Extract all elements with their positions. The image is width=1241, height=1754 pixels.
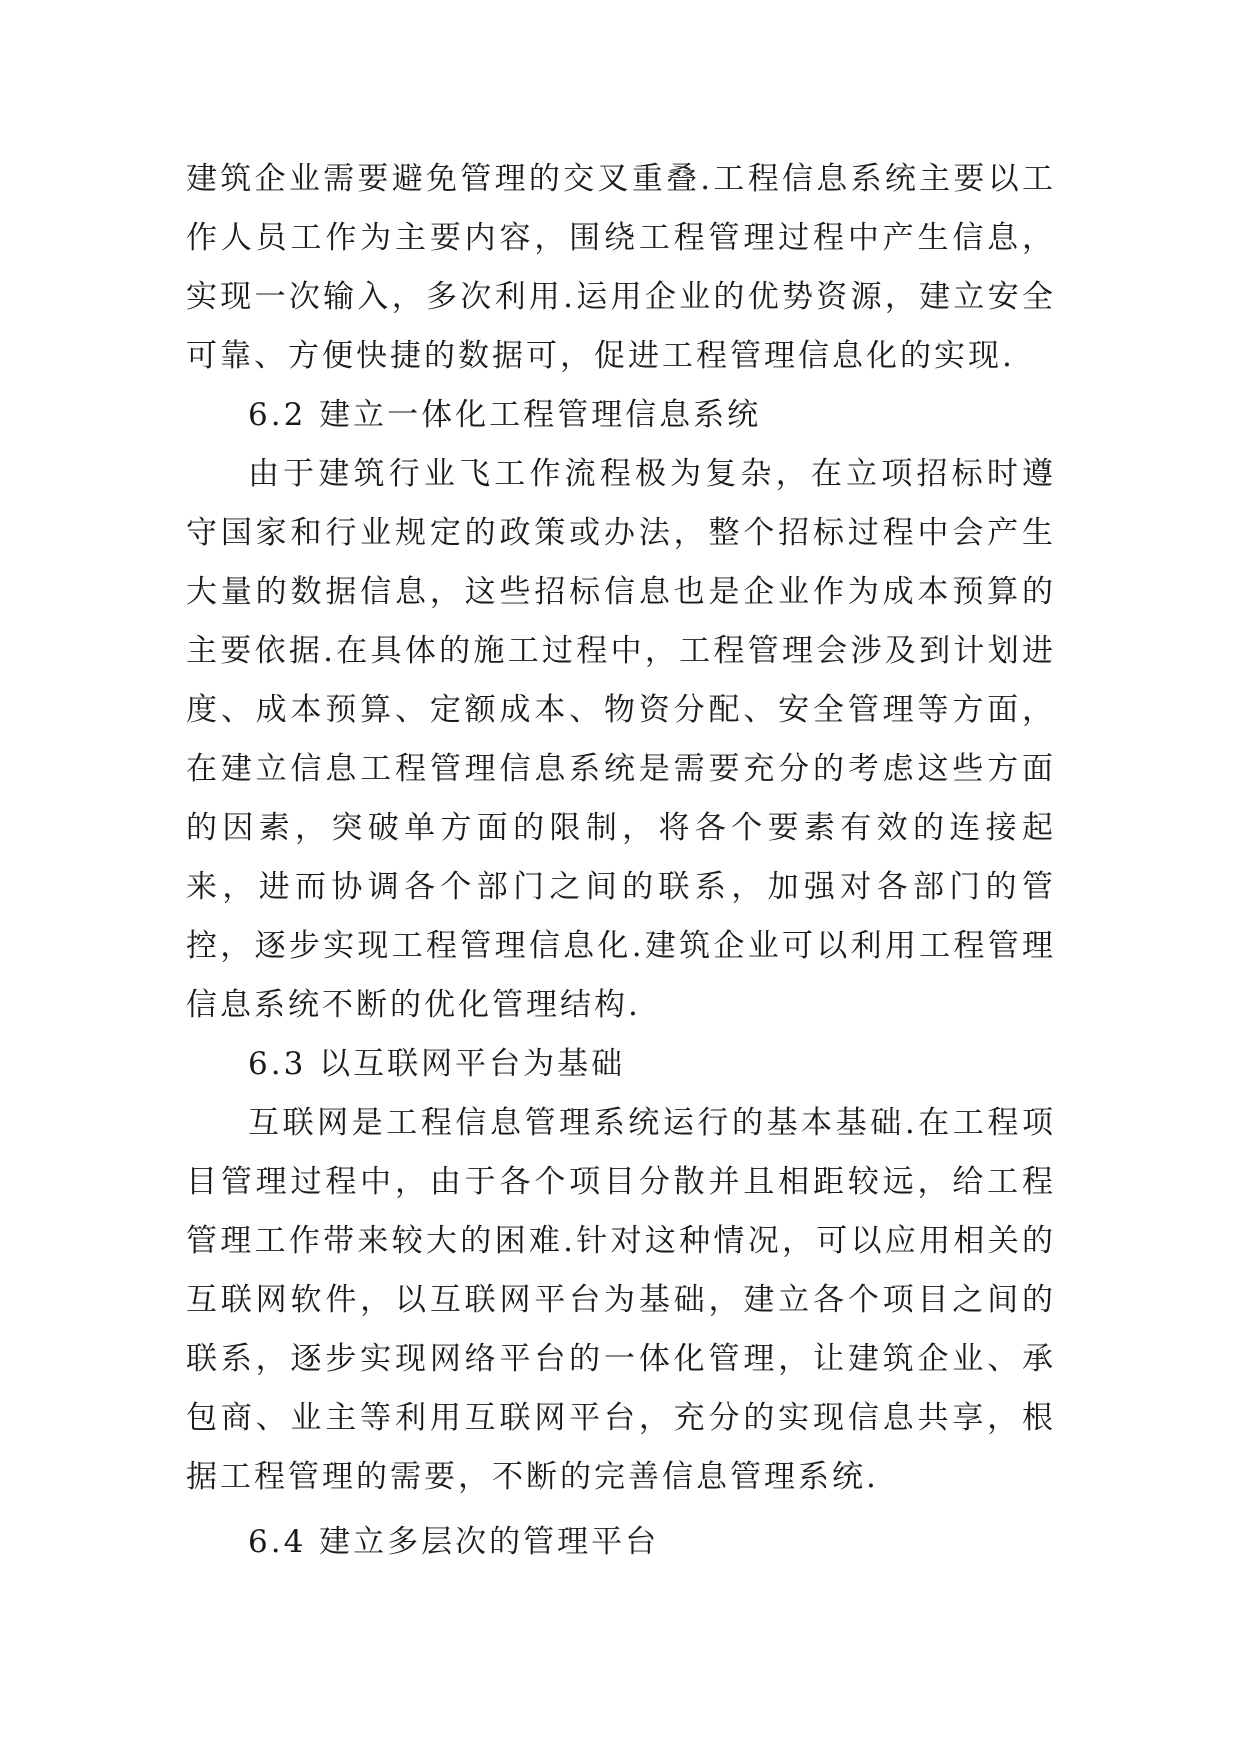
section-heading-6-4: 6.4 建立多层次的管理平台 — [248, 1524, 660, 1560]
document-body — [186, 150, 1056, 1572]
paragraph-6-2-body: 由于建筑行业飞工作流程极为复杂，在立项招标时遵守国家和行业规定的政策或办法，整个招标过程中会产生大量的数据信息，这些招标信息也是企业作为成本预算的主要依据.在具体的施工过程中，工程管理会涉及到计划进度、成本预算、定额成本、物资分配、安全管理等方面，在建立信息工程管理信息系统是需要充分的考虑这些方面的因素，突破单方面的限制，将各个要素有效的连接起来，进而协调各个部门之间的联系，加强对各部门的管控，逐步实现工程管理信息化.建筑企业可以利用工程管理信息系统不断的优化管理结构. — [186, 456, 1056, 1023]
paragraph-6-3-body: 互联网是工程信息管理系统运行的基本基础.在工程项目管理过程中，由于各个项目分散并且相距较远，给工程管理工作带来较大的困难.针对这种情况，可以应用相关的互联网软件，以互联网平台为基础，建立各个项目之间的联系，逐步实现网络平台的一体化管理，让建筑企业、承包商、业主等利用互联网平台，充分的实现信息共享，根据工程管理的需要，不断的完善信息管理系统. — [186, 1105, 1056, 1495]
paragraph-continuation: 建筑企业需要避免管理的交叉重叠.工程信息系统主要以工作人员工作为主要内容，围绕工程管理过程中产生信息，实现一次输入，多次利用.运用企业的优势资源，建立安全可靠、方便快捷的数据可，促进工程管理信息化的实现. — [186, 161, 1056, 374]
section-heading-6-2: 6.2 建立一体化工程管理信息系统 — [248, 397, 762, 433]
section-heading-6-3: 6.3 以互联网平台为基础 — [248, 1046, 626, 1082]
